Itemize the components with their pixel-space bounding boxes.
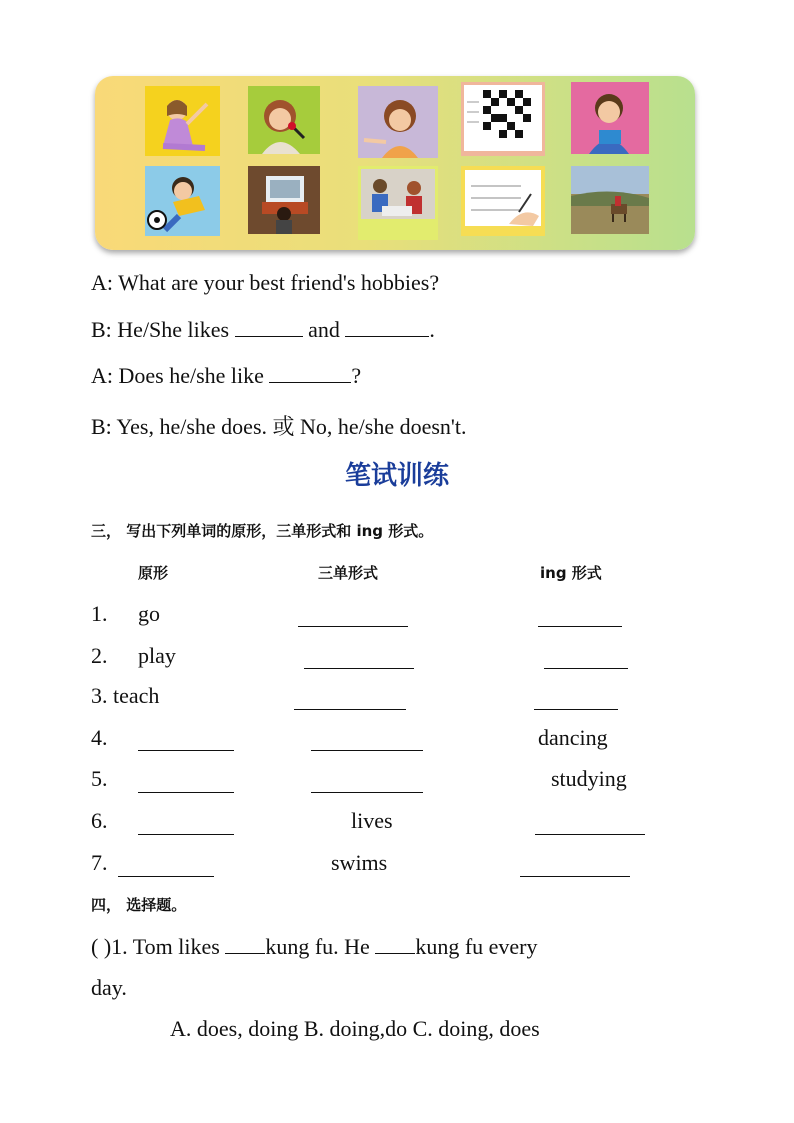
ing-form-blank[interactable] [538, 626, 622, 627]
ing-form-blank[interactable] [535, 834, 645, 835]
question-1-options: A. does, doing B. doing,do C. doing, does [170, 1016, 540, 1041]
row-number-and-base [91, 683, 159, 709]
base-form-blank[interactable] [138, 792, 234, 793]
row-number: 3. [91, 683, 108, 708]
third-form-blank[interactable] [311, 750, 423, 751]
third-form-blank[interactable] [294, 709, 406, 710]
row-number: 2. [91, 643, 108, 668]
section-title: 笔试训练 [344, 461, 449, 491]
singing-girl-picture [248, 86, 320, 154]
column-header-base: 原形 [138, 564, 169, 582]
soccer-boy-picture [145, 166, 220, 236]
dialogue-line-2-mid: and [302, 317, 346, 342]
reading-boy-picture [571, 82, 649, 154]
dialogue-line-2-end: . [429, 317, 435, 342]
part3-heading: 三， 写出下列单词的原形，三单形式和 ing 形式。 [91, 522, 434, 540]
dancing-girl-picture [145, 86, 220, 156]
row-number: 4. [91, 725, 108, 750]
question-1-text-c: kung fu every [415, 934, 538, 959]
base-form: play [138, 643, 176, 668]
answer-blank[interactable] [345, 316, 429, 337]
base-form-blank[interactable] [138, 750, 234, 751]
answer-blank[interactable] [235, 316, 303, 337]
column-header-ing: ing 形式 [540, 564, 602, 582]
ing-form: dancing [538, 725, 608, 750]
row-number: 6. [91, 808, 108, 833]
base-form-blank[interactable] [118, 876, 214, 877]
kids-cooking-picture [358, 166, 438, 240]
dialogue-line-4: B: Yes, he/she does. 或 No, he/she doesn't. [91, 414, 467, 439]
base-form: teach [113, 683, 160, 708]
question-1-text-b: kung fu. He [265, 934, 376, 959]
question-1-text-a: 1. Tom likes [111, 934, 226, 959]
answer-blank[interactable] [269, 362, 351, 383]
pointing-girl-picture [358, 86, 438, 158]
row-number: 5. [91, 766, 108, 791]
part4-heading: 四， 选择题。 [91, 896, 187, 914]
base-form: go [138, 601, 160, 626]
dialogue-line-1: A: What are your best friend's hobbies? [91, 270, 440, 295]
third-form: lives [351, 808, 393, 833]
horse-riding-picture [571, 166, 649, 234]
third-form-blank[interactable] [298, 626, 408, 627]
ing-form-blank[interactable] [520, 876, 630, 877]
answer-blank[interactable] [225, 933, 265, 954]
third-form-blank[interactable] [304, 668, 414, 669]
crossword-puzzle-picture [461, 82, 545, 156]
third-form: swims [331, 850, 388, 875]
dialogue-line-3-end: ? [351, 363, 362, 388]
third-form-blank[interactable] [311, 792, 423, 793]
ing-form-blank[interactable] [534, 709, 618, 710]
row-number: 1. [91, 601, 108, 626]
dialogue-line-3 [91, 362, 361, 389]
answer-paren[interactable]: ( ) [91, 934, 112, 959]
watching-tv-picture [248, 166, 320, 234]
dialogue-line-2-start: B: He/She likes [91, 317, 235, 342]
row-number: 7. [91, 850, 108, 875]
question-1-continued: day. [91, 975, 127, 1000]
ing-form: studying [551, 766, 627, 791]
writing-hand-picture [461, 166, 545, 236]
dialogue-line-2 [91, 316, 435, 343]
answer-blank[interactable] [375, 933, 415, 954]
ing-form-blank[interactable] [544, 668, 628, 669]
question-1 [91, 933, 538, 960]
dialogue-line-3-start: A: Does he/she like [91, 363, 270, 388]
column-header-third-person: 三单形式 [318, 564, 379, 582]
base-form-blank[interactable] [138, 834, 234, 835]
